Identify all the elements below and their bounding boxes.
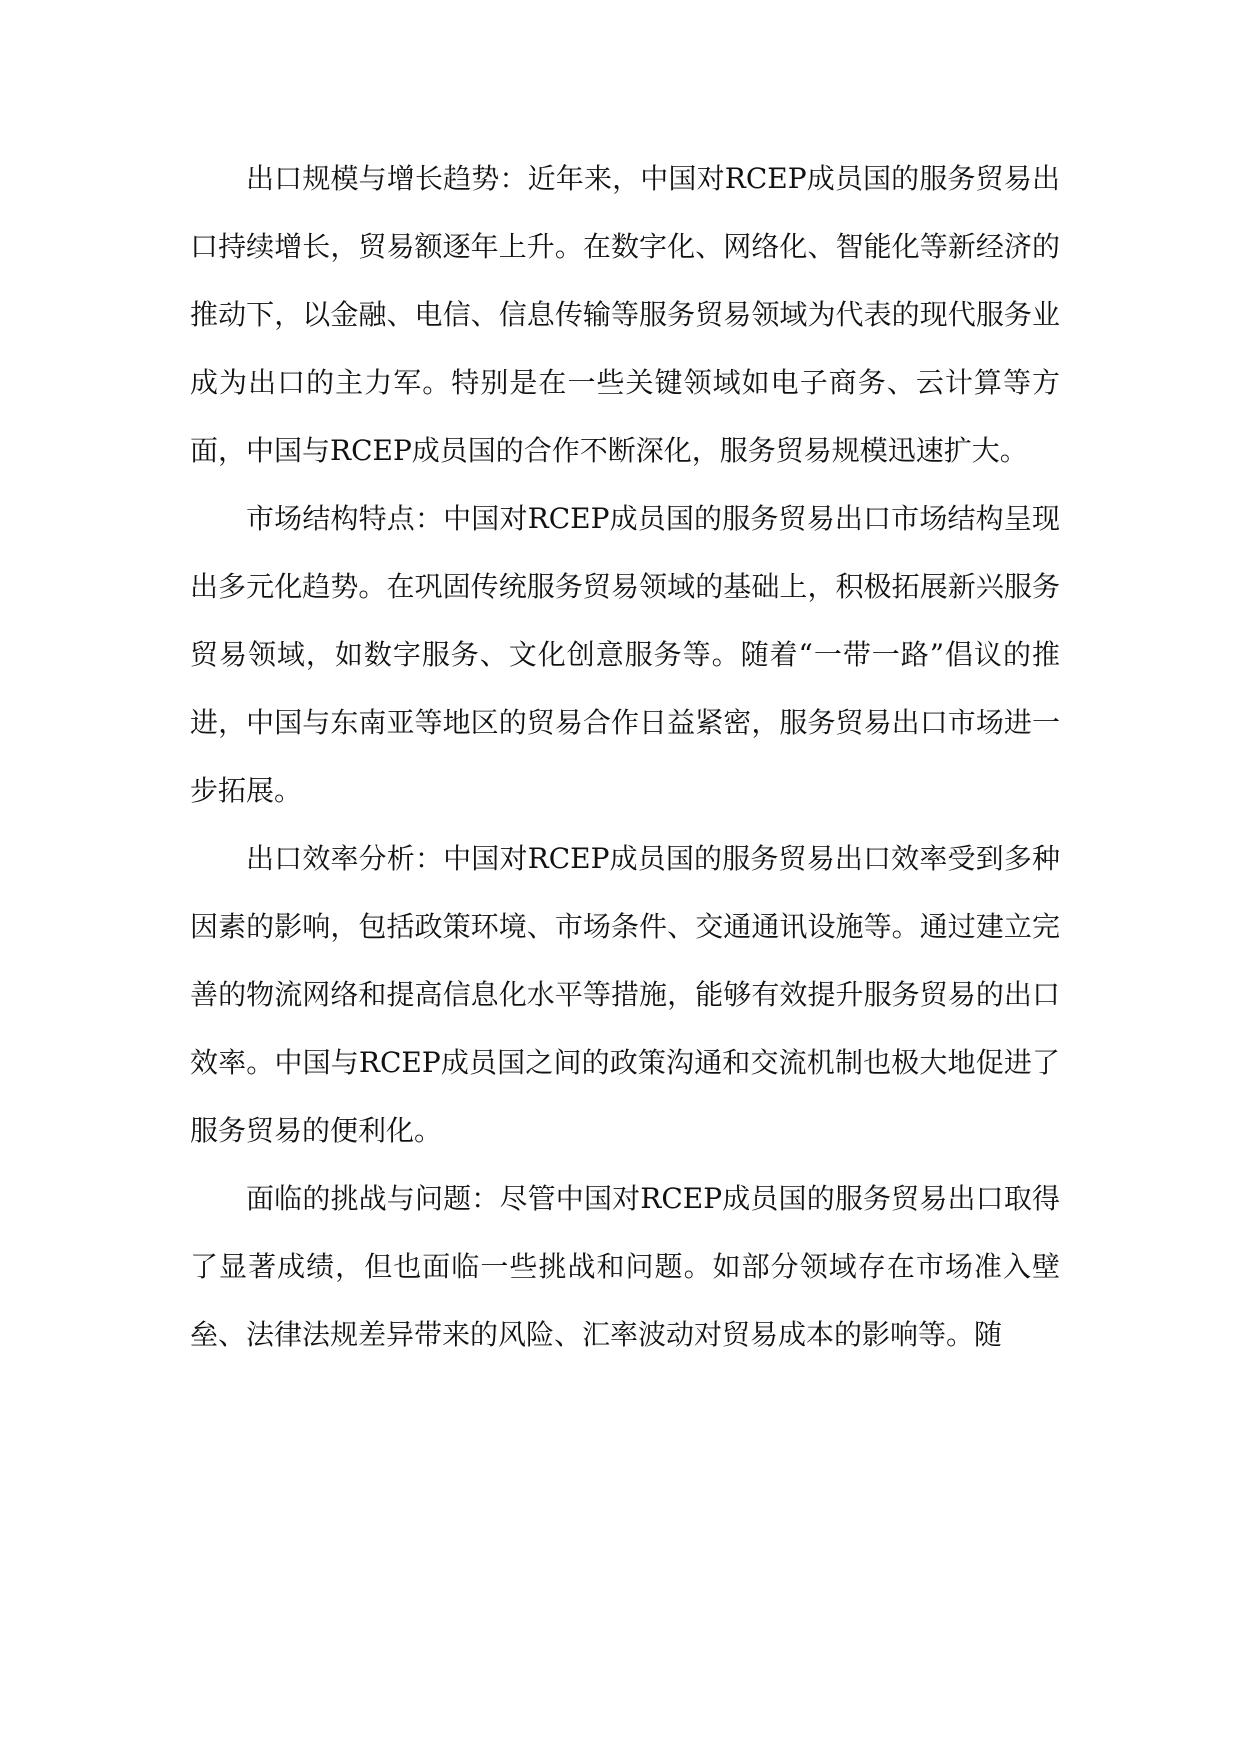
paragraph-export-scale: 出口规模与增长趋势：近年来，中国对RCEP成员国的服务贸易出口持续增长，贸易额逐年上升。在数字化、网络化、智能化等新经济的推动下，以金融、电信、信息传输等服务贸易领域为代表的现代服务业成为出口的主力军。特别是在一些关键领域如电子商务、云计算等方面，中国与RCEP成员国的合作不断深化，服务贸易规模迅速扩大。 bbox=[190, 162, 1060, 467]
document-body bbox=[190, 145, 1060, 1369]
paragraph-market-structure: 市场结构特点：中国对RCEP成员国的服务贸易出口市场结构呈现出多元化趋势。在巩固传统服务贸易领域的基础上，积极拓展新兴服务贸易领域，如数字服务、文化创意服务等。随着“一带一路”倡议的推进，中国与东南亚等地区的贸易合作日益紧密，服务贸易出口市场进一步拓展。 bbox=[190, 502, 1060, 807]
paragraph-challenges: 面临的挑战与问题：尽管中国对RCEP成员国的服务贸易出口取得了显著成绩，但也面临一些挑战和问题。如部分领域存在市场准入壁垒、法律法规差异带来的风险、汇率波动对贸易成本的影响等。随 bbox=[190, 1182, 1060, 1351]
paragraph-export-efficiency: 出口效率分析：中国对RCEP成员国的服务贸易出口效率受到多种因素的影响，包括政策环境、市场条件、交通通讯设施等。通过建立完善的物流网络和提高信息化水平等措施，能够有效提升服务贸易的出口效率。中国与RCEP成员国之间的政策沟通和交流机制也极大地促进了服务贸易的便利化。 bbox=[190, 842, 1060, 1147]
